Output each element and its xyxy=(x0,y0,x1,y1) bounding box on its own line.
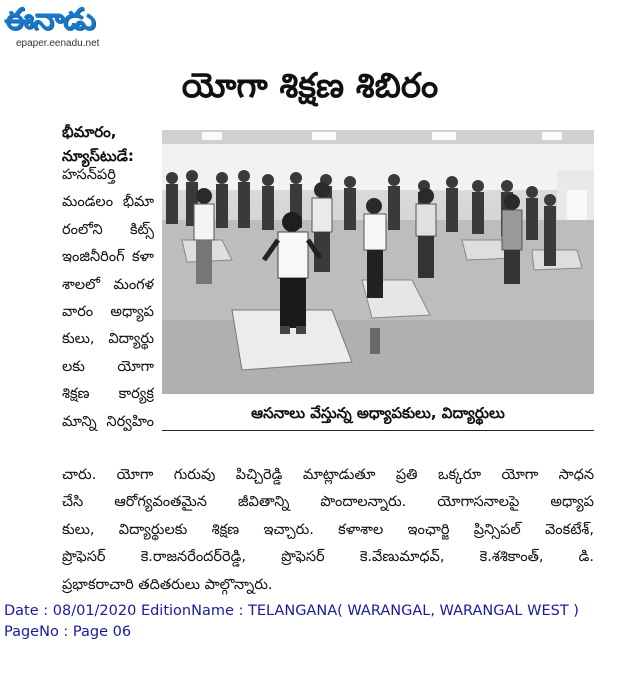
body-line: ప్రభాకరాచారి తదితరులు పాల్గొన్నారు. xyxy=(62,576,273,593)
body-line: కులు, విద్యార్థులకు శిక్షణ ఇచ్చారు. కళాశాల ఇంఛార్జి ప్రిన్సిపల్ వెంకటేశ్, xyxy=(62,521,594,538)
masthead xyxy=(2,2,142,52)
article-headline: యోగా శిక్షణ శిబిరం xyxy=(181,66,439,106)
epaper-url[interactable]: epaper.eenadu.net xyxy=(16,38,100,49)
dateline-source: న్యూస్‌టుడే: xyxy=(62,147,134,165)
column-line: హసన్‌పర్తి xyxy=(62,167,116,183)
column-line: శాలలో మంగళ xyxy=(62,276,154,293)
eenadu-logo[interactable]: ఈనాడు xyxy=(4,2,95,37)
column-line: మాన్ని నిర్వహిం xyxy=(62,413,154,430)
dateline-place: భీమారం, xyxy=(62,123,117,141)
column-line: లకు యోగా xyxy=(62,358,154,375)
column-line: ఇంజినీరింగ్ కళా xyxy=(62,249,154,266)
yoga-class-photo-illustration xyxy=(162,130,594,394)
body-line: చేసి ఆరోగ్యవంతమైన జీవితాన్ని పొందాలన్నారు. యోగాసనాలపై అధ్యాప xyxy=(62,494,594,511)
article-column-text xyxy=(62,162,154,436)
body-line: చారు. యోగా గురువు పిచ్చిరెడ్డి మాట్లాడుతూ ప్రతి ఒక్కరూ యోగా సాధన xyxy=(62,467,594,483)
column-line: కులు, విద్యార్థు xyxy=(62,331,154,348)
yoga-class-photo xyxy=(162,130,594,394)
photo-caption: ఆసనాలు వేస్తున్న అధ్యాపకులు, విద్యార్థులు xyxy=(162,396,594,431)
article-body-text xyxy=(62,462,594,599)
body-line: ప్రొఫెసర్ కె.రాజనరేందర్‌రెడ్డి, ప్రొఫెసర్ కె.వేణుమాధవ్, కె.శశికాంత్, డి. xyxy=(62,549,594,566)
column-line: మండలం భీమా xyxy=(62,194,154,211)
page-number-line: PageNo : Page 06 xyxy=(4,624,132,640)
edition-footer xyxy=(4,601,624,643)
edition-date-line: Date : 08/01/2020 EditionName : TELANGANA( WARANGAL, WARANGAL WEST ) xyxy=(4,603,579,619)
column-line: శిక్షణ కార్యక్ర xyxy=(62,386,154,403)
column-line: రంలోని కిట్స్ xyxy=(62,221,154,238)
column-line: వారం అధ్యాప xyxy=(62,303,154,320)
